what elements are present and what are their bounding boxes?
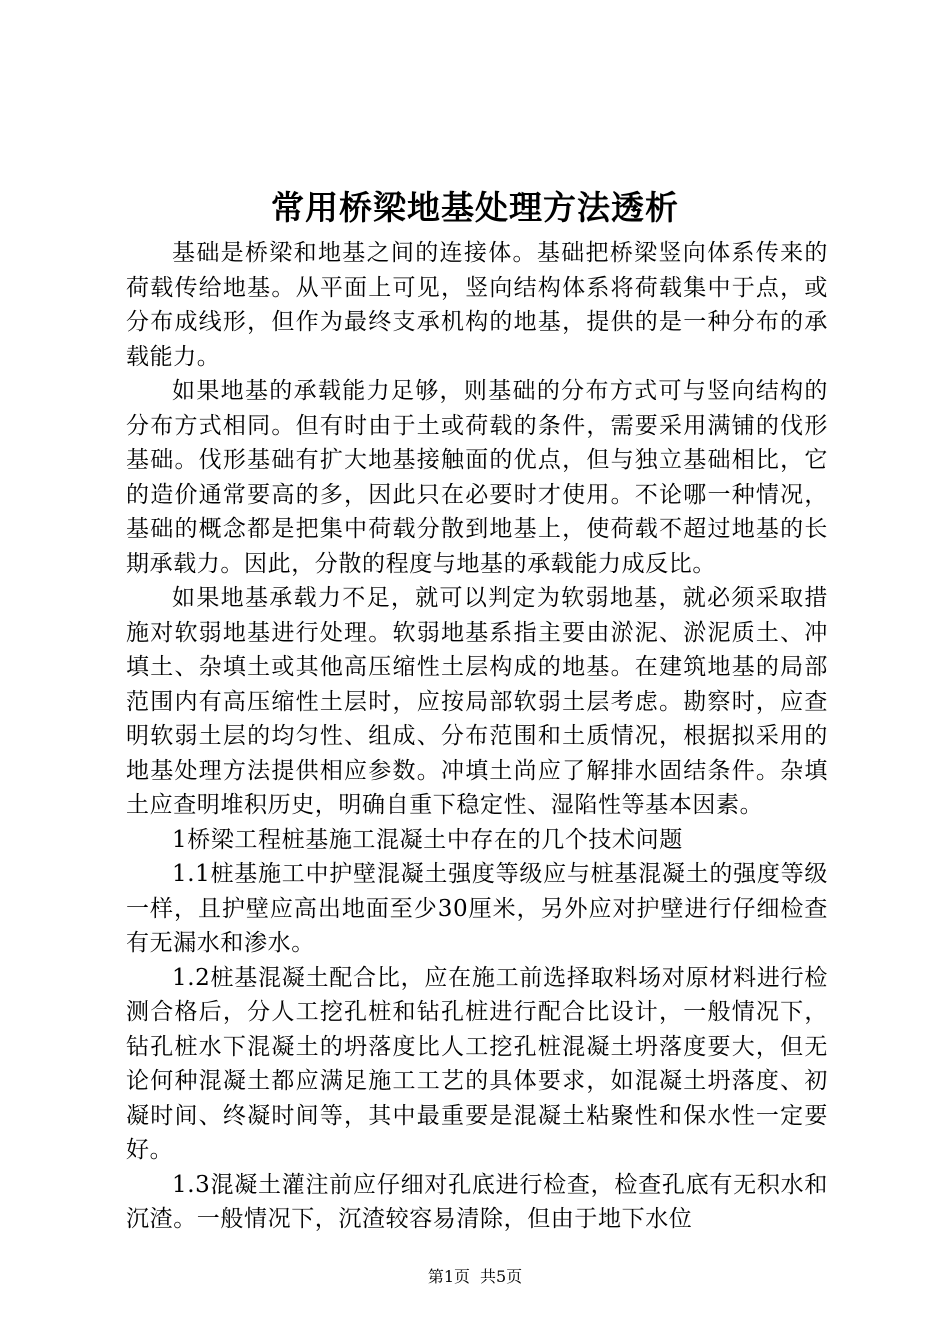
page-total: 共5页	[480, 1267, 523, 1286]
paragraph-1-1: 1.1桩基施工中护壁混凝土强度等级应与桩基混凝土的强度等级一样，且护壁应高出地面至少30厘米，另外应对护壁进行仔细检查有无漏水和渗水。	[126, 861, 828, 956]
paragraph-intro: 基础是桥梁和地基之间的连接体。基础把桥梁竖向体系传来的荷载传给地基。从平面上可见，竖向结构体系将荷载集中于点，或分布成线形，但作为最终支承机构的地基，提供的是一种分布的承载能力。	[126, 240, 828, 370]
document-body	[126, 236, 828, 1237]
page-number: 第1页	[427, 1267, 470, 1286]
paragraph-1-2: 1.2桩基混凝土配合比，应在施工前选择取料场对原材料进行检测合格后，分人工挖孔桩和钻孔桩进行配合比设计，一般情况下，钻孔桩水下混凝土的坍落度比人工挖孔桩混凝土坍落度要大，但无论何种混凝土都应满足施工工艺的具体要求，如混凝土坍落度、初凝时间、终凝时间等，其中最重要是混凝土粘聚性和保水性一定要好。	[126, 964, 828, 1163]
section-heading-1: 1桥梁工程桩基施工混凝土中存在的几个技术问题	[172, 826, 683, 853]
paragraph-soft-foundation: 如果地基承载力不足，就可以判定为软弱地基，就必须采取措施对软弱地基进行处理。软弱地基系指主要由淤泥、淤泥质土、冲填土、杂填土或其他高压缩性土层构成的地基。在建筑地基的局部范围内有高压缩性土层时，应按局部软弱土层考虑。勘察时，应查明软弱土层的均匀性、组成、分布范围和土质情况，根据拟采用的地基处理方法提供相应参数。冲填土尚应了解排水固结条件。杂填土应查明堆积历史，明确自重下稳定性、湿陷性等基本因素。	[126, 585, 828, 818]
paragraph-1-3: 1.3混凝土灌注前应仔细对孔底进行检查，检查孔底有无积水和沉渣。一般情况下，沉渣较容易清除，但由于地下水位	[126, 1171, 828, 1232]
page-footer	[0, 1267, 950, 1287]
document-title: 常用桥梁地基处理方法透析	[271, 188, 679, 227]
paragraph-raft-foundation: 如果地基的承载能力足够，则基础的分布方式可与竖向结构的分布方式相同。但有时由于土或荷载的条件，需要采用满铺的伐形基础。伐形基础有扩大地基接触面的优点，但与独立基础相比，它的造价通常要高的多，因此只在必要时才使用。不论哪一种情况，基础的概念都是把集中荷载分散到地基上，使荷载不超过地基的长期承载力。因此，分散的程度与地基的承载能力成反比。	[126, 378, 828, 577]
